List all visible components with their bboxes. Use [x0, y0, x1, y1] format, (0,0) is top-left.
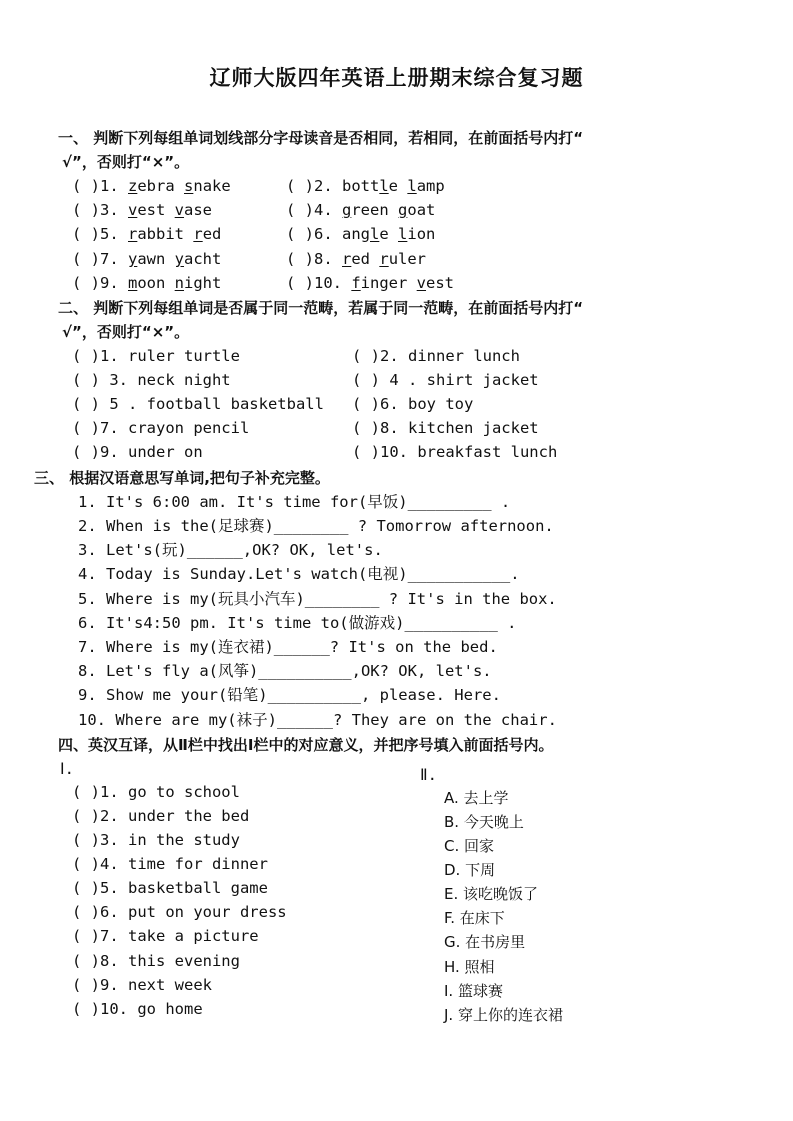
- s1-item: [72, 248, 221, 270]
- s1-item-text: ed: [202, 225, 222, 243]
- s1-item: [286, 272, 454, 294]
- underlined-letters: n: [174, 274, 185, 292]
- s1-item-text: e: [388, 177, 408, 195]
- s1-item-text: oat: [407, 201, 436, 219]
- s4-col1-item: ( )6. put on your dress: [72, 903, 287, 921]
- s4-col1-item: ( )5. basketball game: [72, 879, 268, 897]
- underlined-letters: r: [379, 250, 389, 268]
- section1-instruction-line1: 一、 判断下列每组单词划线部分字母读音是否相同，若相同，在前面括号内打“: [58, 129, 584, 147]
- s1-item-text: ( )7.: [72, 250, 128, 268]
- s4-col2-item: I. 篮球赛: [444, 982, 503, 1000]
- s4-col1-item: ( )2. under the bed: [72, 807, 250, 825]
- s3-sentence: 9. Show me your(铅笔)__________, please. Here.: [78, 686, 501, 704]
- s1-item-text: acht: [184, 250, 222, 268]
- section1-instruction-line2: √”，否则打“×”。: [62, 153, 190, 171]
- underlined-letters: s: [184, 177, 194, 195]
- s4-col2-item: G. 在书房里: [444, 933, 526, 951]
- underlined-letters: l: [407, 177, 417, 195]
- section3-instruction: 三、 根据汉语意思写单词,把句子补充完整。: [34, 469, 330, 487]
- s4-col2-item: J. 穿上你的连衣裙: [444, 1006, 563, 1024]
- s1-item: [286, 223, 435, 245]
- s4-col1-item: ( )7. take a picture: [72, 927, 259, 945]
- underlined-letters: y: [128, 250, 138, 268]
- s3-sentence: 4. Today is Sunday.Let's watch(电视)___________.: [78, 565, 520, 583]
- underlined-letters: v: [174, 201, 185, 219]
- section4-instruction: 四、英汉互译，从Ⅱ栏中找出Ⅰ栏中的对应意义，并把序号填入前面括号内。: [58, 736, 554, 754]
- underlined-letters: r: [193, 225, 203, 243]
- s1-item-text: ( )2.: [286, 177, 342, 195]
- s4-col2-item: D. 下周: [444, 861, 496, 879]
- s4-col2-item: E. 该吃晚饭了: [444, 885, 539, 903]
- s1-item-text: ion: [407, 225, 436, 243]
- s3-sentence: 1. It's 6:00 am. It's time for(早饭)_________ .: [78, 493, 511, 511]
- s1-item-text: ebra: [137, 177, 185, 195]
- s1-item-text: abbit: [137, 225, 194, 243]
- underlined-letters: g: [342, 201, 352, 219]
- underlined-letters: l: [379, 177, 389, 195]
- s4-col1-item: ( )8. this evening: [72, 952, 240, 970]
- s4-col2-item: C. 回家: [444, 837, 495, 855]
- s4-col1-item: ( )4. time for dinner: [72, 855, 268, 873]
- s1-item-text: ase: [184, 201, 213, 219]
- s1-item-text: ( )10.: [286, 274, 352, 292]
- page-title: 辽师大版四年英语上册期末综合复习题: [209, 65, 584, 90]
- s2-right-item: ( )6. boy toy: [352, 395, 474, 413]
- s3-sentence: 3. Let's(玩)______,OK? OK, let's.: [78, 541, 383, 559]
- s3-sentence: 6. It's4:50 pm. It's time to(做游戏)__________ .: [78, 614, 517, 632]
- column2-heading: Ⅱ.: [420, 766, 437, 784]
- s2-right-item: ( )2. dinner lunch: [352, 347, 520, 365]
- s2-left-item: ( )1. ruler turtle: [72, 347, 240, 365]
- column1-heading: Ⅰ.: [60, 760, 74, 778]
- s1-item-text: ( )4.: [286, 201, 342, 219]
- s1-item-text: e: [379, 225, 399, 243]
- s4-col2-item: A. 去上学: [444, 789, 509, 807]
- s1-item-text: ( )1.: [72, 177, 128, 195]
- s1-item: [286, 175, 445, 197]
- section2-instruction-line1: 二、 判断下列每组单词是否属于同一范畴，若属于同一范畴，在前面括号内打“: [58, 299, 584, 317]
- s1-item-text: ( )9.: [72, 274, 128, 292]
- s4-col1-item: ( )9. next week: [72, 976, 212, 994]
- s2-left-item: ( ) 5 . football basketball: [72, 395, 324, 413]
- underlined-letters: r: [128, 225, 138, 243]
- s4-col1-item: ( )1. go to school: [72, 783, 240, 801]
- s4-col2-item: B. 今天晚上: [444, 813, 524, 831]
- s1-item-text: ( )6.: [286, 225, 342, 243]
- underlined-letters: l: [370, 225, 380, 243]
- s4-col1-item: ( )3. in the study: [72, 831, 240, 849]
- underlined-letters: v: [416, 274, 427, 292]
- s1-item-text: ( )8.: [286, 250, 342, 268]
- s2-right-item: ( ) 4 . shirt jacket: [352, 371, 539, 389]
- s3-sentence: 7. Where is my(连衣裙)______? It's on the bed.: [78, 638, 498, 656]
- s1-item: [72, 272, 221, 294]
- s3-sentence: 2. When is the(足球赛)________ ? Tomorrow afternoon.: [78, 517, 554, 535]
- s4-col2-item: H. 照相: [444, 958, 495, 976]
- s3-sentence: 5. Where is my(玩具小汽车)________ ? It's in the box.: [78, 590, 557, 608]
- s3-sentence: 8. Let's fly a(风筝)__________,OK? OK, let's.: [78, 662, 492, 680]
- s1-item: [72, 223, 221, 245]
- section2-instruction-line2: √”，否则打“×”。: [62, 323, 190, 341]
- s4-col2-item: F. 在床下: [444, 909, 505, 927]
- underlined-letters: l: [398, 225, 408, 243]
- s2-left-item: ( )9. under on: [72, 443, 203, 461]
- s1-item: [72, 199, 212, 221]
- s1-item: [286, 199, 435, 221]
- s1-item: [72, 175, 231, 197]
- s2-left-item: ( ) 3. neck night: [72, 371, 231, 389]
- underlined-letters: f: [351, 274, 361, 292]
- s1-item-text: inger: [360, 274, 417, 292]
- s1-item-text: ang: [342, 225, 370, 243]
- s1-item-text: est: [426, 274, 455, 292]
- underlined-letters: z: [128, 177, 138, 195]
- underlined-letters: v: [128, 201, 138, 219]
- s1-item-text: uler: [388, 250, 427, 268]
- s1-item-text: awn: [137, 250, 175, 268]
- s2-left-item: ( )7. crayon pencil: [72, 419, 250, 437]
- underlined-letters: m: [128, 274, 138, 292]
- s1-item-text: ( )3.: [72, 201, 128, 219]
- underlined-letters: y: [174, 250, 185, 268]
- underlined-letters: g: [398, 201, 408, 219]
- s2-right-item: ( )8. kitchen jacket: [352, 419, 539, 437]
- s1-item-text: ( )5.: [72, 225, 128, 243]
- s1-item: [286, 248, 426, 270]
- s1-item-text: est: [137, 201, 175, 219]
- s1-item-text: nake: [193, 177, 231, 195]
- s1-item-text: ight: [184, 274, 222, 292]
- s1-item-text: amp: [416, 177, 445, 195]
- s4-col1-item: ( )10. go home: [72, 1000, 203, 1018]
- s1-item-text: bott: [342, 177, 380, 195]
- s3-sentence: 10. Where are my(袜子)______? They are on the chair.: [78, 711, 557, 729]
- s1-item-text: reen: [351, 201, 399, 219]
- s1-item-text: oon: [137, 274, 175, 292]
- s2-right-item: ( )10. breakfast lunch: [352, 443, 558, 461]
- s1-item-text: ed: [351, 250, 380, 268]
- underlined-letters: r: [342, 250, 352, 268]
